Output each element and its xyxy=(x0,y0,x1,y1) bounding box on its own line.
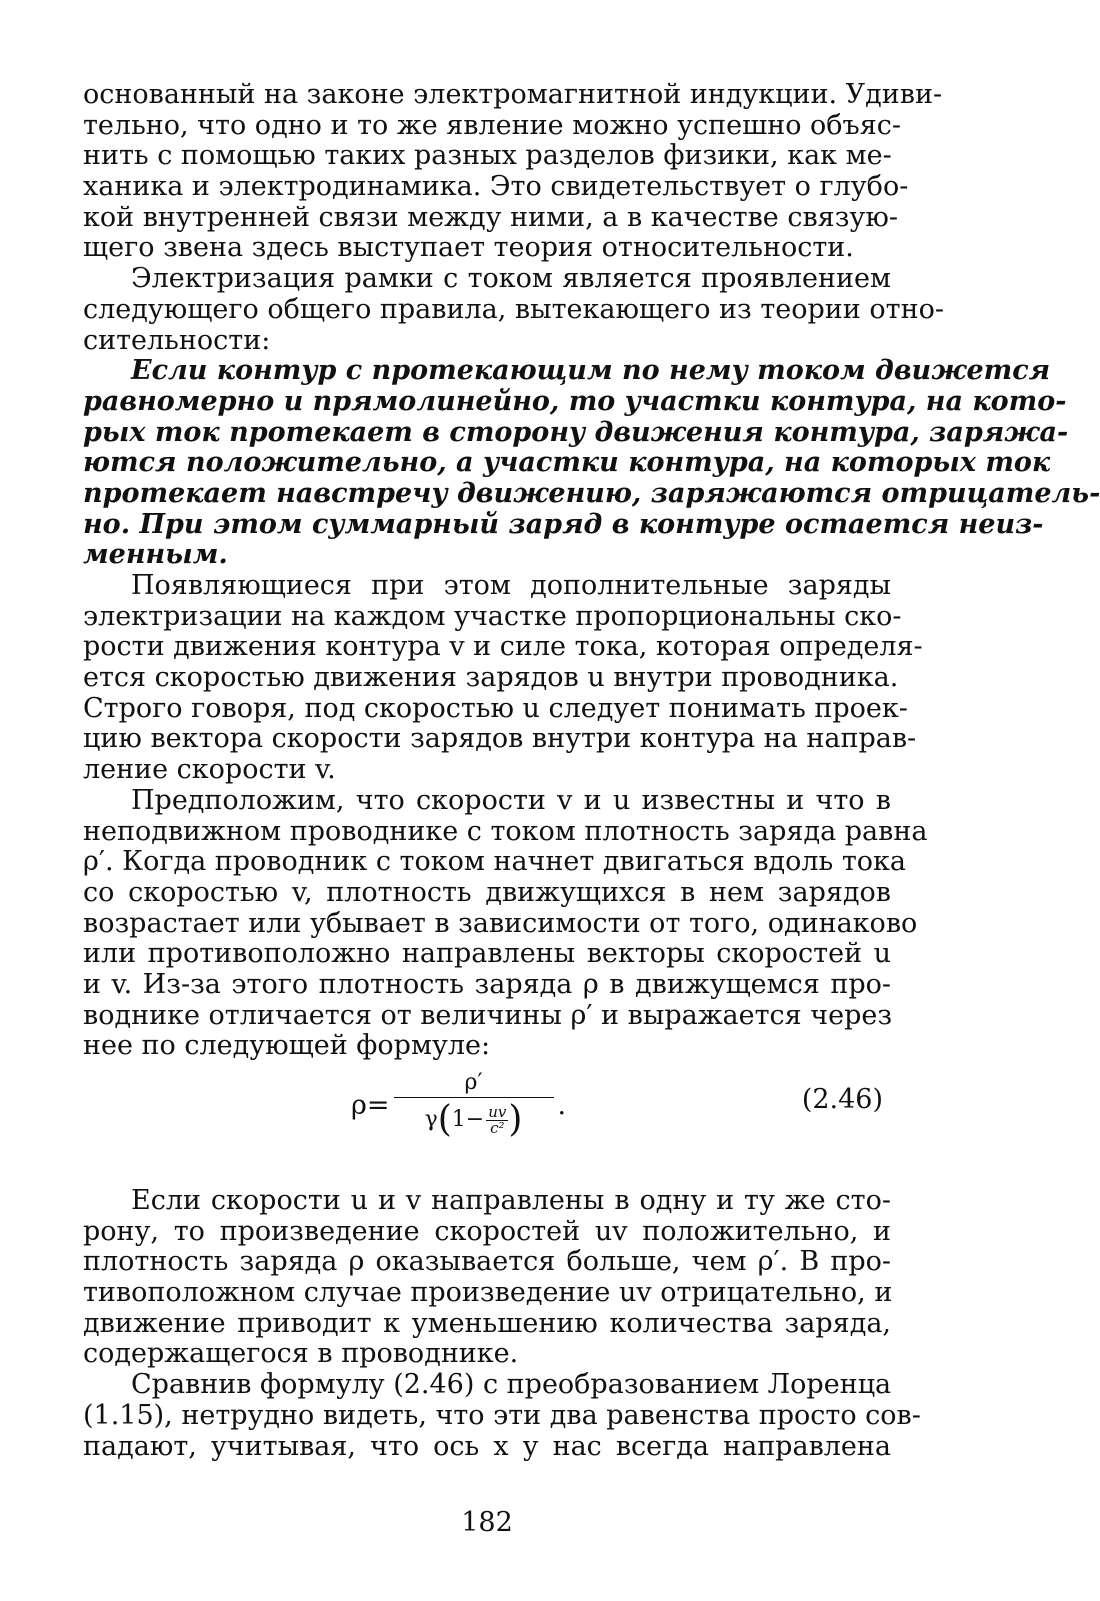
text-line: (1.15), нетрудно видеть, что эти два равенства просто сов- xyxy=(83,1399,921,1431)
formula-period: . xyxy=(557,1089,567,1121)
text-line: или противоположно направлены векторы скоростей u xyxy=(83,938,891,970)
formula-numerator: ρ′ xyxy=(394,1072,554,1098)
formula-paren-open: ( xyxy=(437,1099,452,1140)
page-number: 182 xyxy=(461,1507,513,1538)
formula-paren-close: ) xyxy=(508,1099,523,1140)
text-line: ление скорости v. xyxy=(83,754,336,786)
text-line: сительности: xyxy=(83,324,271,356)
text-line: электризации на каждом участке пропорциональны ско- xyxy=(83,600,902,632)
text-line: тивоположном случае произведение uv отрицательно, и xyxy=(83,1277,893,1309)
text-line: кой внутренней связи между ними, а в качестве связую- xyxy=(83,201,898,233)
text-line: ханика и электродинамика. Это свидетельствует о глубо- xyxy=(83,171,909,203)
text-line: содержащегося в проводнике. xyxy=(83,1338,519,1370)
text-line: рости движения контура v и силе тока, которая определя- xyxy=(83,631,923,663)
text-line: Появляющиеся при этом дополнительные заряды xyxy=(131,570,891,601)
text-line: Строго говоря, под скоростью u следует понимать проек- xyxy=(83,692,908,724)
formula-expression xyxy=(351,1072,566,1138)
paragraph-6 xyxy=(83,1186,891,1370)
formula-equals: = xyxy=(366,1089,390,1121)
formula-2-46 xyxy=(83,1066,891,1178)
text-line: падают, учитывая, что ось x у нас всегда направлена xyxy=(83,1430,891,1462)
text-line: нить с помощью таких разных разделов физики, как ме- xyxy=(83,140,892,172)
text-line: Если контур с протекающим по нему током движется xyxy=(131,355,1051,387)
paragraph-7 xyxy=(83,1369,921,1462)
formula-one: 1 xyxy=(451,1107,466,1132)
text-line: щего звена здесь выступает теория относительности. xyxy=(83,232,854,264)
paragraph-2 xyxy=(83,263,944,356)
text-line: Сравнив формулу (2.46) с преобразованием Лоренца xyxy=(131,1369,892,1401)
text-line: менным. xyxy=(83,539,228,571)
formula-gamma: γ xyxy=(424,1107,438,1132)
text-line: Электризация рамки с током является проявлением xyxy=(131,263,891,295)
formula-denominator xyxy=(425,1098,523,1138)
text-line: равномерно и прямолинейно, то участки контура, на кото- xyxy=(83,385,1067,417)
text-line: протекает навстречу движению, заряжаются отрицатель- xyxy=(83,477,1100,509)
text-line: Предположим, что скорости v и u известны и что в xyxy=(131,784,891,816)
text-line: нее по следующей формуле: xyxy=(83,1030,491,1062)
text-line: цию вектора скорости зарядов внутри контура на направ- xyxy=(83,723,917,755)
page-body xyxy=(83,79,1100,1538)
text-line: но. При этом суммарный заряд в контуре остается неиз- xyxy=(83,508,1044,540)
text-line: рых ток протекает в сторону движения контура, заряжа- xyxy=(83,416,1069,448)
formula-fraction xyxy=(394,1072,554,1138)
text-line: рону, то произведение скоростей uv положительно, и xyxy=(83,1215,891,1247)
text-line: и v. Из-за этого плотность заряда ρ в движущемся про- xyxy=(83,968,891,1000)
text-line: неподвижном проводнике с током плотность заряда равна xyxy=(83,815,928,847)
text-line: плотность заряда ρ оказывается больше, чем ρ′. В про- xyxy=(83,1246,891,1278)
text-line: со скоростью v, плотность движущихся в нем зарядов xyxy=(83,876,891,908)
text-line: ется скоростью движения зарядов u внутри проводника. xyxy=(83,662,899,694)
equation-number: (2.46) xyxy=(801,1084,883,1115)
formula-lhs: ρ xyxy=(351,1089,367,1121)
paragraph-5 xyxy=(83,784,928,1062)
formula-inner-denominator: c² xyxy=(490,1118,505,1137)
text-line: основанный на законе электромагнитной индукции. Удиви- xyxy=(83,79,943,110)
paragraph-1 xyxy=(83,79,943,264)
text-line: Если скорости u и v направлены в одну и ту же сто- xyxy=(131,1185,891,1216)
text-line: воднике отличается от величины ρ′ и выражается через xyxy=(83,999,893,1031)
paragraph-4 xyxy=(83,570,923,786)
text-line: движение приводит к уменьшению количества заряда, xyxy=(83,1307,891,1339)
text-line: ются положительно, а участки контура, на которых ток xyxy=(83,447,1051,479)
highlighted-rule xyxy=(83,355,1100,571)
text-line: ρ′. Когда проводник с током начнет двигаться вдоль тока xyxy=(83,846,906,878)
formula-inner-fraction xyxy=(486,1102,508,1137)
formula-inner-numerator: uv xyxy=(488,1102,507,1121)
formula-minus: − xyxy=(465,1107,485,1132)
text-line: следующего общего правила, вытекающего из теории отно- xyxy=(83,293,944,325)
text-line: тельно, что одно и то же явление можно успешно объяс- xyxy=(83,109,902,141)
text-line: возрастает или убывает в зависимости от того, одинаково xyxy=(83,907,918,939)
